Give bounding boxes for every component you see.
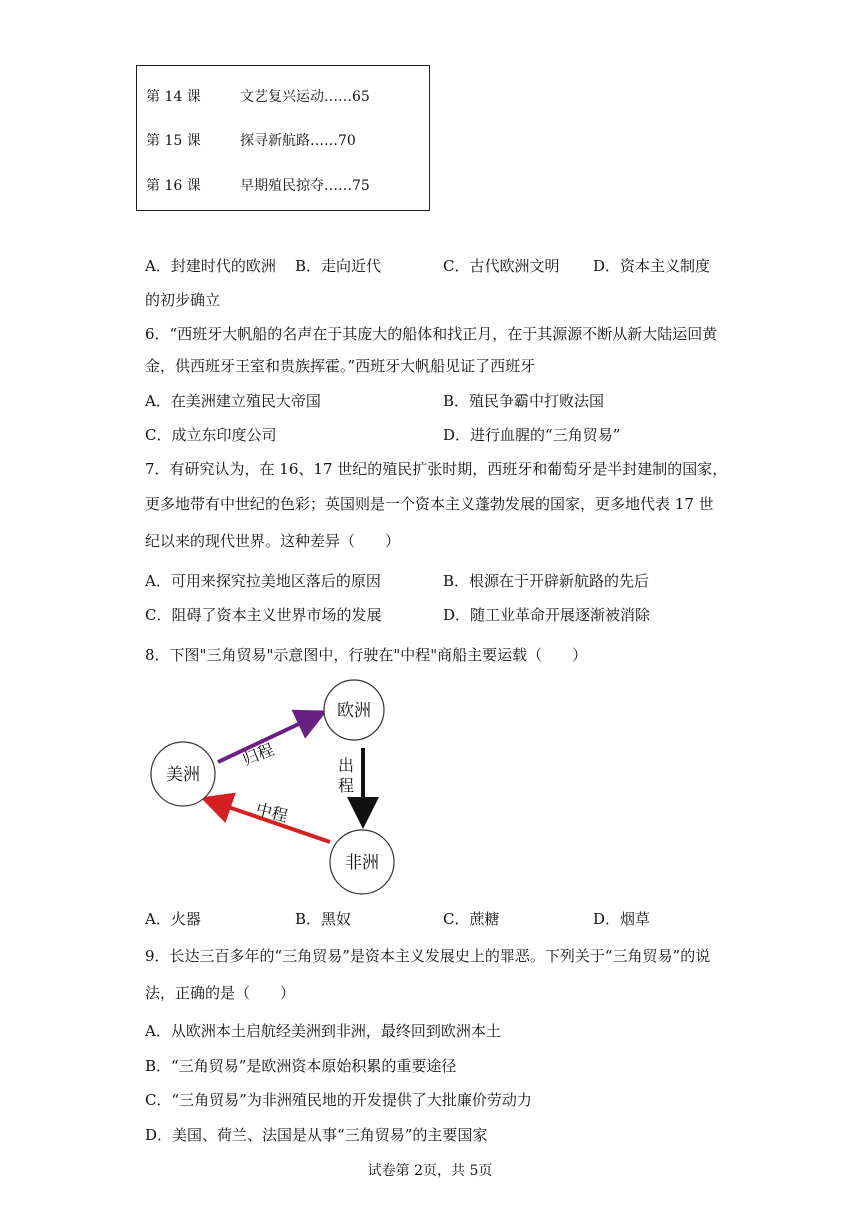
q8-option-d[interactable]: D．烟草 (593, 910, 651, 928)
q9-option-a[interactable]: A．从欧洲本土启航经美洲到非洲，最终回到欧洲本土 (145, 1022, 501, 1040)
triangle-trade-svg (148, 676, 408, 898)
africa-label: 非洲 (345, 853, 379, 873)
q9-option-d[interactable]: D．美国、荷兰、法国是从事“三角贸易”的主要国家 (145, 1126, 488, 1144)
q6-option-b[interactable]: B．殖民争霸中打败法国 (443, 392, 605, 410)
q8-option-c[interactable]: C．蔗糖 (443, 910, 500, 928)
toc-title: 早期殖民掠夺……75 (240, 178, 370, 194)
q7-stem-line-2: 更多地带有中世纪的色彩；英国则是一个资本主义蓬勃发展的国家，更多地代表 17 世 (145, 495, 714, 513)
q5-option-c[interactable]: C．古代欧洲文明 (443, 257, 560, 275)
q5-option-d[interactable]: D．资本主义制度 (593, 257, 711, 275)
q6-option-d[interactable]: D．进行血腥的“三角贸易” (443, 426, 621, 444)
toc-lesson: 第 14 课 (146, 89, 201, 105)
q9-option-c[interactable]: C．“三角贸易”为非洲殖民地的开发提供了大批廉价劳动力 (145, 1091, 532, 1109)
middle-leg-label: 中程 (254, 799, 290, 826)
europe-label: 欧洲 (337, 701, 371, 721)
q6-option-a[interactable]: A．在美洲建立殖民大帝国 (145, 392, 321, 410)
toc-lesson: 第 16 课 (146, 178, 201, 194)
toc-row (146, 175, 370, 195)
q6-stem-line-1: 6．“西班牙大帆船的名声在于其庞大的船体和找正月，在于其源源不断从新大陆运回黄 (145, 325, 718, 343)
toc-lesson: 第 15 课 (146, 133, 201, 149)
q7-option-b[interactable]: B．根源在于开辟新航路的先后 (443, 572, 650, 590)
toc-title: 探寻新航路……70 (240, 133, 356, 149)
toc-title: 文艺复兴运动……65 (240, 89, 370, 105)
toc-row (146, 130, 356, 150)
q7-option-c[interactable]: C．阻碍了资本主义世界市场的发展 (145, 606, 382, 624)
triangle-trade-diagram (148, 676, 408, 902)
return-leg-label: 归程 (239, 739, 277, 770)
page-footer: 试卷第 2页，共 5页 (367, 1163, 493, 1179)
q7-option-a[interactable]: A．可用来探究拉美地区落后的原因 (145, 572, 381, 590)
q8-option-b[interactable]: B．黑奴 (295, 910, 352, 928)
q9-option-b[interactable]: B．“三角贸易”是欧洲资本原始积累的重要途径 (145, 1057, 457, 1075)
outbound-leg-label: 出程 (338, 756, 355, 795)
table-of-contents-box (136, 65, 430, 211)
q6-stem-line-2: 金，供西班牙王室和贵族挥霍。”西班牙大帆船见证了西班牙 (145, 357, 536, 375)
q7-stem-line-1: 7．有研究认为，在 16、17 世纪的殖民扩张时期，西班牙和葡萄牙是半封建制的国家， (145, 460, 728, 478)
q5-option-a[interactable]: A．封建时代的欧洲 (145, 257, 276, 275)
q9-stem-line-1: 9．长达三百多年的“三角贸易”是资本主义发展史上的罪恶。下列关于“三角贸易”的说 (145, 947, 711, 965)
q9-stem-line-2: 法，正确的是（ ） (145, 984, 296, 1002)
q5-option-b[interactable]: B．走向近代 (295, 257, 382, 275)
q7-option-d[interactable]: D．随工业革命开展逐渐被消除 (443, 606, 651, 624)
q5-option-d-continued: 的初步确立 (145, 291, 221, 309)
q8-option-a[interactable]: A．火器 (145, 910, 201, 928)
america-label: 美洲 (166, 765, 200, 785)
q7-stem-line-3: 纪以来的现代世界。这种差异（ ） (145, 532, 401, 550)
q6-option-c[interactable]: C．成立东印度公司 (145, 426, 277, 444)
toc-row (146, 86, 370, 106)
q8-stem: 8．下图"三角贸易"示意图中，行驶在"中程"商船主要运载（ ） (145, 646, 588, 664)
